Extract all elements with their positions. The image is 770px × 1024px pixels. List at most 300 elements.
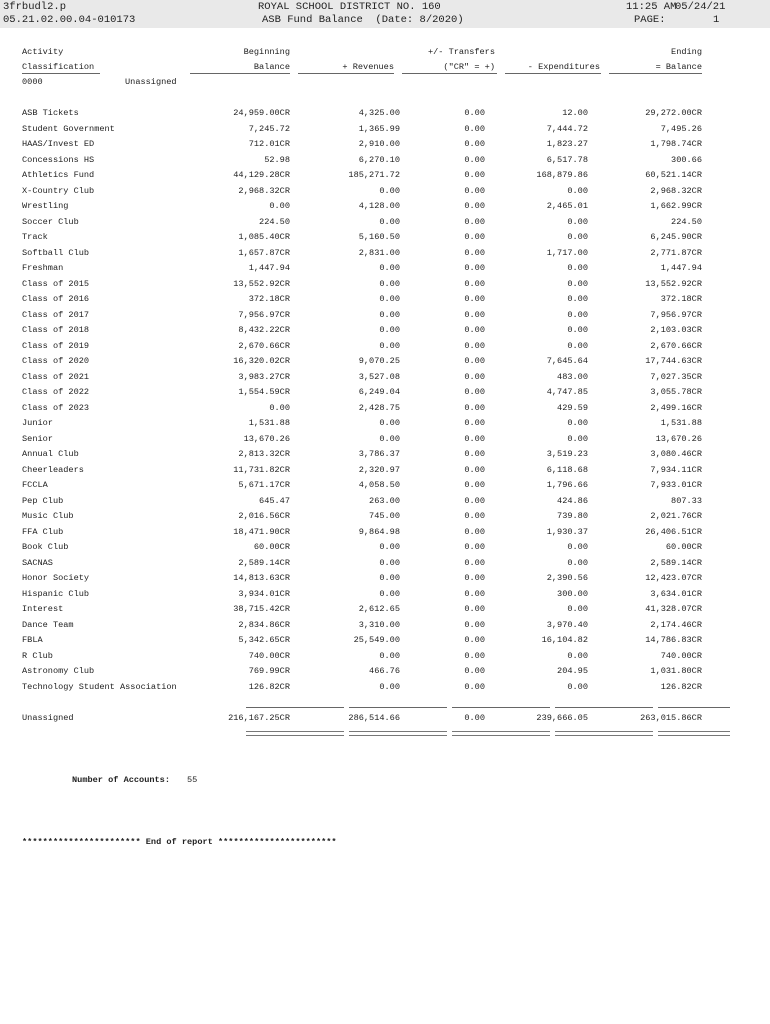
fund-name: Soccer Club xyxy=(22,216,79,227)
district-name: ROYAL SCHOOL DISTRICT NO. 160 xyxy=(258,1,441,13)
beginning-balance: 3,983.27CR xyxy=(238,371,290,382)
revenues: 0.00 xyxy=(379,294,400,304)
table-row xyxy=(22,633,702,649)
ending-balance: 126.82CR xyxy=(660,681,702,692)
ending-balance: 2,499.16CR xyxy=(650,402,702,413)
beginning-balance: 645.47 xyxy=(259,495,290,506)
ending-balance: 2,968.32CR xyxy=(650,185,702,196)
revenues: 745.00 xyxy=(369,511,400,521)
beginning-balance: 18,471.90CR xyxy=(233,526,290,537)
ending-subtotal-rule xyxy=(658,707,730,708)
table-row xyxy=(22,184,702,200)
expenditures: 0.00 xyxy=(567,542,588,552)
table-row xyxy=(22,556,702,572)
fund-name: Cheerleaders xyxy=(22,464,84,475)
ending-balance: 3,634.01CR xyxy=(650,588,702,599)
beginning-balance: 14,813.63CR xyxy=(233,573,290,583)
fund-name: ASB Tickets xyxy=(22,108,79,118)
revenues: 3,786.37 xyxy=(358,449,400,459)
fund-name: Astronomy Club xyxy=(22,666,95,676)
beginning-balance: 126.82CR xyxy=(248,681,290,692)
expenditures: 168,879.86 xyxy=(536,170,588,180)
group-code: 0000 xyxy=(22,77,43,87)
col-ending-line1: Ending xyxy=(671,47,702,57)
revenues: 0.00 xyxy=(379,542,400,552)
beginning-balance: 7,245.72 xyxy=(248,123,290,134)
expenditures: 0.00 xyxy=(567,185,588,196)
transfers: 0.00 xyxy=(464,619,485,630)
table-row xyxy=(22,292,702,308)
col-expenditures: - Expenditures xyxy=(527,62,600,72)
page-label: PAGE: xyxy=(634,14,666,26)
col-activity-line1: Activity xyxy=(22,47,64,57)
col-revenues: + Revenues xyxy=(342,62,394,72)
table-row xyxy=(22,308,702,324)
table-row xyxy=(22,571,702,587)
revenues: 2,831.00 xyxy=(358,247,400,258)
revenues: 0.00 xyxy=(379,216,400,227)
fund-name: Softball Club xyxy=(22,247,90,258)
accounts-count: 55 xyxy=(187,775,198,785)
transfers: 0.00 xyxy=(464,387,485,397)
table-row xyxy=(22,587,702,603)
table-row xyxy=(22,680,702,696)
revenues: 0.00 xyxy=(379,650,400,661)
beginning-balance: 1,531.88 xyxy=(248,418,290,428)
fund-name: Class of 2017 xyxy=(22,309,90,320)
total-transfers: 0.00 xyxy=(464,713,485,723)
revenues: 185,271.72 xyxy=(348,170,400,180)
expenditures: 12.00 xyxy=(562,108,588,118)
transfers: 0.00 xyxy=(464,170,485,180)
table-row xyxy=(22,540,702,556)
revenues: 0.00 xyxy=(379,557,400,568)
beginning-subtotal-rule xyxy=(246,707,344,708)
ending-balance: 224.50 xyxy=(671,216,702,227)
revenues: 0.00 xyxy=(379,681,400,692)
beginning-balance: 2,670.66CR xyxy=(238,340,290,351)
fund-name: HAAS/Invest ED xyxy=(22,139,95,149)
ending-balance: 60.00CR xyxy=(665,542,702,552)
expenditures: 1,796.66 xyxy=(546,480,588,490)
revenues: 2,910.00 xyxy=(358,139,400,149)
revenues: 3,310.00 xyxy=(358,619,400,630)
ending-balance: 7,934.11CR xyxy=(650,464,702,475)
ending-total-double-rule xyxy=(658,731,730,736)
fund-name: Track xyxy=(22,232,48,242)
transfers: 0.00 xyxy=(464,356,485,366)
expenditures: 0.00 xyxy=(567,681,588,692)
ending-balance: 372.18CR xyxy=(660,294,702,304)
expenditures: 1,823.27 xyxy=(546,139,588,149)
transfers: 0.00 xyxy=(464,588,485,599)
expenditures: 6,517.78 xyxy=(546,154,588,165)
beginning-balance: 769.99CR xyxy=(248,666,290,676)
expenditures: 0.00 xyxy=(567,216,588,227)
transfers: 0.00 xyxy=(464,681,485,692)
transfers: 0.00 xyxy=(464,247,485,258)
beginning-balance: 24,959.00CR xyxy=(233,108,290,118)
fund-name: Class of 2019 xyxy=(22,340,90,351)
beginning-balance: 1,085.40CR xyxy=(238,232,290,242)
beginning-balance: 5,671.17CR xyxy=(238,480,290,490)
expenditures: 16,104.82 xyxy=(541,635,588,645)
col-activity-line2: Classification xyxy=(22,62,95,72)
expenditures: 0.00 xyxy=(567,232,588,242)
expenditures: 7,645.64 xyxy=(546,356,588,366)
expenditures: 0.00 xyxy=(567,418,588,428)
fund-name: Class of 2023 xyxy=(22,402,90,413)
transfers: 0.00 xyxy=(464,123,485,134)
ending-balance: 2,670.66CR xyxy=(650,340,702,351)
table-row xyxy=(22,261,702,277)
transfers: 0.00 xyxy=(464,604,485,614)
beginning-balance: 372.18CR xyxy=(248,294,290,304)
table-row xyxy=(22,323,702,339)
expenditures: 300.00 xyxy=(557,588,588,599)
table-row xyxy=(22,277,702,293)
table-row xyxy=(22,618,702,634)
table-row xyxy=(22,602,702,618)
revenues: 466.76 xyxy=(369,666,400,676)
revenues: 25,549.00 xyxy=(353,635,400,645)
expenditures: 204.95 xyxy=(557,666,588,676)
beginning-balance: 224.50 xyxy=(259,216,290,227)
ending-balance: 13,552.92CR xyxy=(645,278,702,289)
table-row xyxy=(22,122,702,138)
fund-name: Athletics Fund xyxy=(22,170,95,180)
revenues: 0.00 xyxy=(379,340,400,351)
expenditures: 0.00 xyxy=(567,650,588,661)
transfers: 0.00 xyxy=(464,201,485,211)
beginning-balance: 60.00CR xyxy=(253,542,290,552)
fund-name: Class of 2016 xyxy=(22,294,90,304)
table-row xyxy=(22,649,702,665)
table-row xyxy=(22,494,702,510)
expenditures: 0.00 xyxy=(567,263,588,273)
page-number: 1 xyxy=(713,14,720,26)
ending-balance: 807.33 xyxy=(671,495,702,506)
total-name: Unassigned xyxy=(22,713,74,723)
report-date: 05/24/21 xyxy=(675,1,726,13)
table-row xyxy=(22,153,702,169)
fund-name: Junior xyxy=(22,418,53,428)
expenditures: 3,970.40 xyxy=(546,619,588,630)
col-transfers-rule xyxy=(402,73,497,74)
revenues: 0.00 xyxy=(379,573,400,583)
expenditures: 1,930.37 xyxy=(546,526,588,537)
ending-balance: 2,021.76CR xyxy=(650,511,702,521)
transfers: 0.00 xyxy=(464,511,485,521)
ending-balance: 1,798.74CR xyxy=(650,139,702,149)
ending-balance: 6,245.90CR xyxy=(650,232,702,242)
fund-name: Hispanic Club xyxy=(22,588,90,599)
beginning-balance: 3,934.01CR xyxy=(238,588,290,599)
fund-name: Freshman xyxy=(22,263,64,273)
revenues: 5,160.50 xyxy=(358,232,400,242)
transfers-total-double-rule xyxy=(452,731,550,736)
expenditures-total-double-rule xyxy=(555,731,653,736)
beginning-balance: 2,016.56CR xyxy=(238,511,290,521)
beginning-balance: 5,342.65CR xyxy=(238,635,290,645)
ending-balance: 14,786.83CR xyxy=(645,635,702,645)
fund-name: Wrestling xyxy=(22,201,69,211)
ending-balance: 2,174.46CR xyxy=(650,619,702,630)
expenditures: 739.80 xyxy=(557,511,588,521)
col-beginning-rule xyxy=(190,73,290,74)
revenues: 263.00 xyxy=(369,495,400,506)
fund-name: Class of 2015 xyxy=(22,278,90,289)
revenues: 0.00 xyxy=(379,309,400,320)
col-ending-rule xyxy=(609,73,702,74)
fund-name: Honor Society xyxy=(22,573,90,583)
fund-name: Class of 2018 xyxy=(22,325,90,335)
expenditures: 483.00 xyxy=(557,371,588,382)
fund-name: Pep Club xyxy=(22,495,64,506)
fund-name: R Club xyxy=(22,650,53,661)
beginning-balance: 38,715.42CR xyxy=(233,604,290,614)
fund-name: Senior xyxy=(22,433,53,444)
transfers: 0.00 xyxy=(464,139,485,149)
beginning-balance: 0.00 xyxy=(269,201,290,211)
col-activity-rule xyxy=(22,73,100,74)
transfers: 0.00 xyxy=(464,325,485,335)
fund-name: Class of 2021 xyxy=(22,371,90,382)
fund-name: Music Club xyxy=(22,511,74,521)
expenditures: 6,118.68 xyxy=(546,464,588,475)
table-row xyxy=(22,401,702,417)
fund-name: FBLA xyxy=(22,635,43,645)
expenditures: 1,717.00 xyxy=(546,247,588,258)
expenditures: 3,519.23 xyxy=(546,449,588,459)
total-beginning: 216,167.25CR xyxy=(228,713,290,723)
beginning-balance: 11,731.82CR xyxy=(233,464,290,475)
ending-balance: 17,744.63CR xyxy=(645,356,702,366)
total-revenues: 286,514.66 xyxy=(348,713,400,723)
ending-balance: 7,956.97CR xyxy=(650,309,702,320)
expenditures: 424.86 xyxy=(557,495,588,506)
fund-name: SACNAS xyxy=(22,557,53,568)
transfers: 0.00 xyxy=(464,650,485,661)
report-header xyxy=(0,0,770,28)
expenditures: 0.00 xyxy=(567,433,588,444)
beginning-balance: 1,657.87CR xyxy=(238,247,290,258)
fund-name: X-Country Club xyxy=(22,185,95,196)
beginning-balance: 1,447.94 xyxy=(248,263,290,273)
ending-balance: 12,423.07CR xyxy=(645,573,702,583)
ending-balance: 41,328.07CR xyxy=(645,604,702,614)
fund-name: Annual Club xyxy=(22,449,79,459)
transfers: 0.00 xyxy=(464,542,485,552)
beginning-balance: 52.98 xyxy=(264,154,290,165)
revenues: 2,428.75 xyxy=(358,402,400,413)
transfers: 0.00 xyxy=(464,449,485,459)
revenues: 0.00 xyxy=(379,588,400,599)
ending-balance: 740.00CR xyxy=(660,650,702,661)
beginning-balance: 0.00 xyxy=(269,402,290,413)
table-row xyxy=(22,416,702,432)
fund-name: Class of 2020 xyxy=(22,356,90,366)
col-revenues-rule xyxy=(298,73,394,74)
beginning-balance: 740.00CR xyxy=(248,650,290,661)
group-heading xyxy=(22,75,702,91)
table-row xyxy=(22,463,702,479)
table-row xyxy=(22,230,702,246)
expenditures: 0.00 xyxy=(567,294,588,304)
expenditures: 2,390.56 xyxy=(546,573,588,583)
total-ending: 263,015.86CR xyxy=(640,713,702,723)
fund-name: Interest xyxy=(22,604,64,614)
ending-balance: 1,447.94 xyxy=(660,263,702,273)
ending-balance: 3,080.46CR xyxy=(650,449,702,459)
ending-balance: 2,589.14CR xyxy=(650,557,702,568)
total-row xyxy=(22,711,702,727)
transfers: 0.00 xyxy=(464,666,485,676)
ending-balance: 300.66 xyxy=(671,154,702,165)
table-row xyxy=(22,509,702,525)
expenditures: 0.00 xyxy=(567,278,588,289)
beginning-balance: 44,129.28CR xyxy=(233,170,290,180)
report-title: ASB Fund Balance (Date: 8/2020) xyxy=(262,14,464,26)
revenues: 9,070.25 xyxy=(358,356,400,366)
table-row xyxy=(22,199,702,215)
transfers: 0.00 xyxy=(464,480,485,490)
expenditures: 0.00 xyxy=(567,604,588,614)
transfers: 0.00 xyxy=(464,635,485,645)
transfers: 0.00 xyxy=(464,464,485,475)
table-row xyxy=(22,432,702,448)
beginning-balance: 8,432.22CR xyxy=(238,325,290,335)
fund-name: Technology Student Association xyxy=(22,681,177,692)
expenditures: 429.59 xyxy=(557,402,588,413)
col-expenditures-rule xyxy=(505,73,601,74)
transfers: 0.00 xyxy=(464,232,485,242)
fund-name: FFA Club xyxy=(22,526,64,537)
col-transfers-line2: ("CR" = +) xyxy=(443,62,495,72)
transfers: 0.00 xyxy=(464,433,485,444)
beginning-balance: 2,834.86CR xyxy=(238,619,290,630)
transfers: 0.00 xyxy=(464,371,485,382)
expenditures: 0.00 xyxy=(567,325,588,335)
transfers: 0.00 xyxy=(464,294,485,304)
transfers: 0.00 xyxy=(464,154,485,165)
transfers: 0.00 xyxy=(464,418,485,428)
transfers: 0.00 xyxy=(464,263,485,273)
revenues: 6,270.10 xyxy=(358,154,400,165)
table-row xyxy=(22,385,702,401)
revenues: 9,864.98 xyxy=(358,526,400,537)
program-name: 3frbudl2.p xyxy=(3,1,67,13)
revenues: 1,365.99 xyxy=(358,123,400,134)
revenues: 4,058.50 xyxy=(358,480,400,490)
revenues: 0.00 xyxy=(379,278,400,289)
revenues-total-double-rule xyxy=(349,731,447,736)
beginning-balance: 712.01CR xyxy=(248,139,290,149)
transfers: 0.00 xyxy=(464,402,485,413)
table-row xyxy=(22,370,702,386)
ending-balance: 60,521.14CR xyxy=(645,170,702,180)
beginning-total-double-rule xyxy=(246,731,344,736)
expenditures: 2,465.01 xyxy=(546,201,588,211)
col-beginning-line1: Beginning xyxy=(243,47,290,57)
ending-balance: 7,933.01CR xyxy=(650,480,702,490)
ending-balance: 1,531.88 xyxy=(660,418,702,428)
revenues: 4,325.00 xyxy=(358,108,400,118)
fund-name: Dance Team xyxy=(22,619,74,630)
revenues: 0.00 xyxy=(379,325,400,335)
table-row xyxy=(22,354,702,370)
transfers: 0.00 xyxy=(464,557,485,568)
revenues: 0.00 xyxy=(379,418,400,428)
ending-balance: 2,771.87CR xyxy=(650,247,702,258)
table-row xyxy=(22,525,702,541)
expenditures: 4,747.85 xyxy=(546,387,588,397)
revenues: 3,527.08 xyxy=(358,371,400,382)
ending-balance: 29,272.00CR xyxy=(645,108,702,118)
ending-balance: 2,103.03CR xyxy=(650,325,702,335)
revenues: 4,128.00 xyxy=(358,201,400,211)
ending-balance: 3,055.78CR xyxy=(650,387,702,397)
ending-balance: 26,406.51CR xyxy=(645,526,702,537)
ending-balance: 1,031.80CR xyxy=(650,666,702,676)
beginning-balance: 16,320.02CR xyxy=(233,356,290,366)
transfers: 0.00 xyxy=(464,309,485,320)
ending-balance: 13,670.26 xyxy=(655,433,702,444)
beginning-balance: 13,552.92CR xyxy=(233,278,290,289)
table-row xyxy=(22,106,702,122)
revenues: 2,320.97 xyxy=(358,464,400,475)
col-transfers-line1: +/- Transfers xyxy=(427,47,495,57)
ending-balance: 7,495.26 xyxy=(660,123,702,134)
end-of-report: *********************** End of report *********************** xyxy=(22,837,337,847)
revenues: 6,249.04 xyxy=(358,387,400,397)
revenues: 0.00 xyxy=(379,185,400,196)
beginning-balance: 7,956.97CR xyxy=(238,309,290,320)
table-row xyxy=(22,246,702,262)
fund-name: Student Government xyxy=(22,123,115,134)
expenditures-subtotal-rule xyxy=(555,707,653,708)
table-row xyxy=(22,447,702,463)
transfers: 0.00 xyxy=(464,278,485,289)
table-row xyxy=(22,664,702,680)
table-row xyxy=(22,339,702,355)
fund-name: Concessions HS xyxy=(22,154,95,165)
ending-balance: 1,662.99CR xyxy=(650,201,702,211)
transfers: 0.00 xyxy=(464,340,485,351)
report-time: 11:25 AM xyxy=(626,1,677,13)
total-expenditures: 239,666.05 xyxy=(536,713,588,723)
table-row xyxy=(22,478,702,494)
expenditures: 7,444.72 xyxy=(546,123,588,134)
beginning-balance: 1,554.59CR xyxy=(238,387,290,397)
revenues: 2,612.65 xyxy=(358,604,400,614)
table-row xyxy=(22,168,702,184)
col-beginning-line2: Balance xyxy=(253,62,290,72)
transfers: 0.00 xyxy=(464,495,485,506)
group-name: Unassigned xyxy=(125,77,177,87)
revenues: 0.00 xyxy=(379,263,400,273)
transfers: 0.00 xyxy=(464,216,485,227)
transfers: 0.00 xyxy=(464,108,485,118)
accounts-label: Number of Accounts: xyxy=(72,775,170,785)
expenditures: 0.00 xyxy=(567,557,588,568)
revenues: 0.00 xyxy=(379,433,400,444)
table-row xyxy=(22,137,702,153)
revenues-subtotal-rule xyxy=(349,707,447,708)
transfers-subtotal-rule xyxy=(452,707,550,708)
beginning-balance: 2,589.14CR xyxy=(238,557,290,568)
report-code: 05.21.02.00.04-010173 xyxy=(3,14,136,26)
